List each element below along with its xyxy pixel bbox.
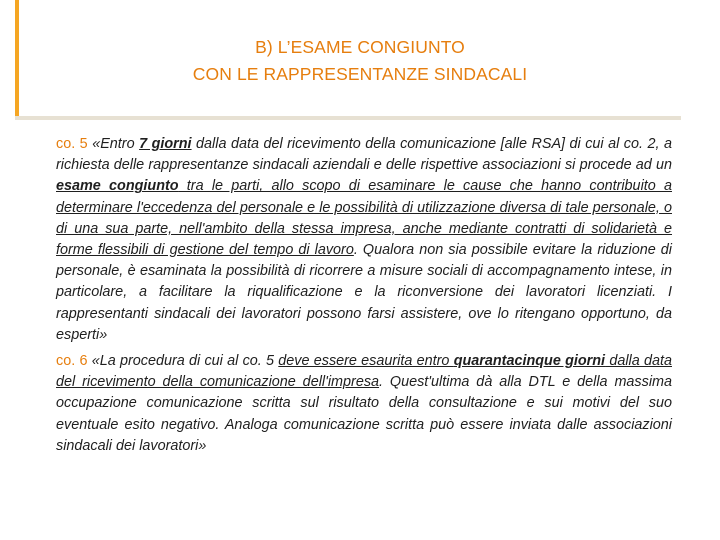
- underlined-segment: dalla data del ricevimento della comunicazione dell'impresa: [56, 353, 672, 391]
- title-line-2: CON LE RAPPRESENTANZE SINDACALI: [192, 64, 528, 84]
- title-line-1: B) L’ESAME CONGIUNTO: [255, 37, 465, 57]
- text-segment: . Quest'ultima dà alla DTL e della massima occupazione comunicazione scritta sul risultato della consultazione e sui motivi del suo eventuale esito negativo. Analoga comunicazione scritta può essere inviata dalle associazioni sindacali dei lavoratori»: [56, 374, 673, 454]
- underlined-segment: tra le parti, allo scopo di esaminare le cause che hanno contribuito a determinare l'eccedenza del personale e le possibilità di utilizzazione diversa di tale personale, o di una sua parte, nell'ambito della stessa impresa, anche mediante contratti di solidarietà e forme flessibili di gestione del tempo di lavoro: [56, 178, 672, 259]
- header-divider: [15, 116, 681, 120]
- emphasis-seven-days: 7 giorni: [139, 136, 192, 152]
- paragraph-co5: [56, 134, 672, 346]
- paragraph-label: co. 6: [56, 353, 88, 370]
- paragraph-co6: [56, 351, 672, 457]
- slide-title: [0, 34, 720, 88]
- text-segment: . Qualora non sia possibile evitare la riduzione di personale, è esaminata la possibilità di ricorrere a misure sociali di accompagnamento intese, in particolare, a facilitare la riqualificazione e la riconversione dei lavoratori licenziati. I rappresentanti sindacali dei lavoratori possono farsi assistere, ove lo ritengano opportuno, da esperti»: [56, 242, 673, 343]
- emphasis-esame-congiunto: esame congiunto: [56, 178, 179, 195]
- underlined-segment: deve essere esaurita entro: [278, 353, 454, 370]
- paragraph-label: co. 5: [56, 136, 88, 152]
- slide-body: [56, 134, 672, 457]
- text-segment: dalla data del ricevimento della comunicazione [alle RSA] di cui al co. 2, a richiesta delle rappresentanze sindacali aziendali e delle rispettive associazioni si procede ad un: [56, 136, 672, 174]
- text-segment: «La procedura di cui al co. 5: [87, 353, 279, 370]
- emphasis-quarantacinque-giorni: quarantacinque giorni: [453, 353, 606, 370]
- text-segment: «Entro: [87, 136, 140, 152]
